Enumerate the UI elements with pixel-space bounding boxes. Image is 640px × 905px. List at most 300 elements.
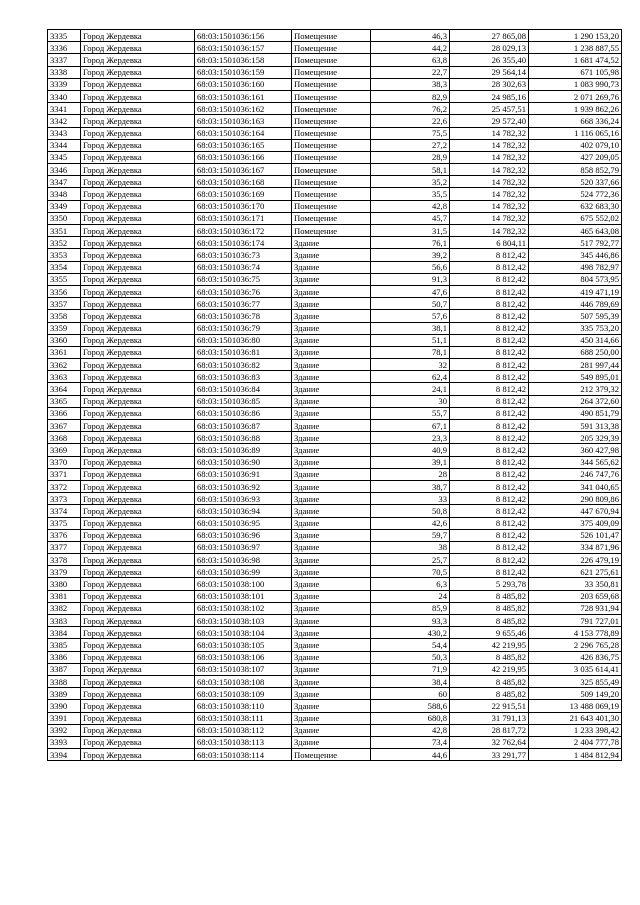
unit-value-cell: 14 782,32 — [450, 188, 529, 200]
object-type-cell: Помещение — [292, 164, 371, 176]
row-number-cell: 3355 — [48, 273, 81, 285]
unit-value-cell: 5 293,78 — [450, 578, 529, 590]
table-row — [48, 334, 622, 346]
row-number-cell: 3392 — [48, 724, 81, 736]
area-cell: 38,1 — [371, 322, 450, 334]
table-row — [48, 651, 622, 663]
cadastral-number-cell: 68:03:1501038:101 — [195, 590, 292, 602]
locality-cell: Город Жердевка — [81, 249, 195, 261]
row-number-cell: 3376 — [48, 529, 81, 541]
unit-value-cell: 8 812,42 — [450, 529, 529, 541]
row-number-cell: 3382 — [48, 602, 81, 614]
area-cell: 50,3 — [371, 651, 450, 663]
cadastral-value-cell: 335 753,20 — [529, 322, 622, 334]
unit-value-cell: 8 485,82 — [450, 590, 529, 602]
locality-cell: Город Жердевка — [81, 517, 195, 529]
cadastral-value-cell: 858 852,79 — [529, 164, 622, 176]
locality-cell: Город Жердевка — [81, 237, 195, 249]
table-row — [48, 554, 622, 566]
row-number-cell: 3375 — [48, 517, 81, 529]
cadastral-number-cell: 68:03:1501036:172 — [195, 225, 292, 237]
unit-value-cell: 8 812,42 — [450, 310, 529, 322]
cadastral-number-cell: 68:03:1501036:98 — [195, 554, 292, 566]
object-type-cell: Помещение — [292, 188, 371, 200]
locality-cell: Город Жердевка — [81, 139, 195, 151]
unit-value-cell: 32 762,64 — [450, 736, 529, 748]
area-cell: 71,9 — [371, 663, 450, 675]
locality-cell: Город Жердевка — [81, 30, 195, 42]
row-number-cell: 3365 — [48, 395, 81, 407]
row-number-cell: 3368 — [48, 432, 81, 444]
row-number-cell: 3381 — [48, 590, 81, 602]
unit-value-cell: 8 812,42 — [450, 359, 529, 371]
table-row — [48, 712, 622, 724]
row-number-cell: 3357 — [48, 298, 81, 310]
unit-value-cell: 8 812,42 — [450, 395, 529, 407]
area-cell: 28 — [371, 468, 450, 480]
locality-cell: Город Жердевка — [81, 566, 195, 578]
area-cell: 85,9 — [371, 602, 450, 614]
object-type-cell: Здание — [292, 480, 371, 492]
cadastral-value-cell: 13 488 069,19 — [529, 700, 622, 712]
area-cell: 42,6 — [371, 517, 450, 529]
area-cell: 27,2 — [371, 139, 450, 151]
table-row — [48, 602, 622, 614]
cadastral-number-cell: 68:03:1501038:100 — [195, 578, 292, 590]
locality-cell: Город Жердевка — [81, 639, 195, 651]
unit-value-cell: 9 655,46 — [450, 627, 529, 639]
locality-cell: Город Жердевка — [81, 529, 195, 541]
object-type-cell: Помещение — [292, 115, 371, 127]
cadastral-number-cell: 68:03:1501036:93 — [195, 493, 292, 505]
locality-cell: Город Жердевка — [81, 90, 195, 102]
area-cell: 22,7 — [371, 66, 450, 78]
row-number-cell: 3345 — [48, 151, 81, 163]
unit-value-cell: 8 812,42 — [450, 468, 529, 480]
object-type-cell: Здание — [292, 249, 371, 261]
locality-cell: Город Жердевка — [81, 359, 195, 371]
cadastral-value-cell: 1 083 990,73 — [529, 78, 622, 90]
row-number-cell: 3347 — [48, 176, 81, 188]
object-type-cell: Здание — [292, 505, 371, 517]
cadastral-number-cell: 68:03:1501036:168 — [195, 176, 292, 188]
table-row — [48, 164, 622, 176]
row-number-cell: 3377 — [48, 541, 81, 553]
unit-value-cell: 8 812,42 — [450, 505, 529, 517]
locality-cell: Город Жердевка — [81, 78, 195, 90]
unit-value-cell: 42 219,95 — [450, 663, 529, 675]
cadastral-value-table — [47, 29, 622, 761]
row-number-cell: 3363 — [48, 371, 81, 383]
table-row — [48, 663, 622, 675]
locality-cell: Город Жердевка — [81, 407, 195, 419]
locality-cell: Город Жердевка — [81, 615, 195, 627]
locality-cell: Город Жердевка — [81, 383, 195, 395]
locality-cell: Город Жердевка — [81, 712, 195, 724]
row-number-cell: 3337 — [48, 54, 81, 66]
object-type-cell: Помещение — [292, 66, 371, 78]
area-cell: 46,3 — [371, 30, 450, 42]
locality-cell: Город Жердевка — [81, 444, 195, 456]
area-cell: 35,5 — [371, 188, 450, 200]
area-cell: 56,6 — [371, 261, 450, 273]
unit-value-cell: 8 812,42 — [450, 261, 529, 273]
area-cell: 28,9 — [371, 151, 450, 163]
area-cell: 38,4 — [371, 675, 450, 687]
object-type-cell: Здание — [292, 322, 371, 334]
cadastral-value-cell: 2 071 269,76 — [529, 90, 622, 102]
row-number-cell: 3391 — [48, 712, 81, 724]
cadastral-value-cell: 2 404 777,78 — [529, 736, 622, 748]
area-cell: 24 — [371, 590, 450, 602]
table-row — [48, 749, 622, 761]
cadastral-value-cell: 426 836,75 — [529, 651, 622, 663]
table-row — [48, 468, 622, 480]
cadastral-value-cell: 591 313,38 — [529, 420, 622, 432]
row-number-cell: 3360 — [48, 334, 81, 346]
cadastral-number-cell: 68:03:1501036:87 — [195, 420, 292, 432]
cadastral-number-cell: 68:03:1501036:84 — [195, 383, 292, 395]
unit-value-cell: 8 812,42 — [450, 566, 529, 578]
table-row — [48, 371, 622, 383]
cadastral-number-cell: 68:03:1501036:80 — [195, 334, 292, 346]
object-type-cell: Здание — [292, 383, 371, 395]
cadastral-value-cell: 675 552,02 — [529, 212, 622, 224]
unit-value-cell: 14 782,32 — [450, 212, 529, 224]
object-type-cell: Помещение — [292, 139, 371, 151]
table-row — [48, 736, 622, 748]
locality-cell: Город Жердевка — [81, 188, 195, 200]
cadastral-number-cell: 68:03:1501038:110 — [195, 700, 292, 712]
unit-value-cell: 8 812,42 — [450, 383, 529, 395]
locality-cell: Город Жердевка — [81, 334, 195, 346]
row-number-cell: 3364 — [48, 383, 81, 395]
area-cell: 70,5 — [371, 566, 450, 578]
table-row — [48, 456, 622, 468]
row-number-cell: 3379 — [48, 566, 81, 578]
object-type-cell: Помещение — [292, 176, 371, 188]
table-row — [48, 493, 622, 505]
table-row — [48, 225, 622, 237]
object-type-cell: Здание — [292, 639, 371, 651]
cadastral-value-cell: 1 484 812,94 — [529, 749, 622, 761]
area-cell: 82,9 — [371, 90, 450, 102]
table-row — [48, 578, 622, 590]
unit-value-cell: 8 485,82 — [450, 675, 529, 687]
unit-value-cell: 8 812,42 — [450, 346, 529, 358]
cadastral-value-cell: 21 643 401,30 — [529, 712, 622, 724]
locality-cell: Город Жердевка — [81, 724, 195, 736]
table-body — [48, 30, 622, 761]
cadastral-value-cell: 281 997,44 — [529, 359, 622, 371]
row-number-cell: 3352 — [48, 237, 81, 249]
cadastral-value-cell: 246 747,76 — [529, 468, 622, 480]
cadastral-value-cell: 1 939 862,26 — [529, 103, 622, 115]
locality-cell: Город Жердевка — [81, 700, 195, 712]
locality-cell: Город Жердевка — [81, 505, 195, 517]
locality-cell: Город Жердевка — [81, 554, 195, 566]
cadastral-value-cell: 334 871,96 — [529, 541, 622, 553]
table-row — [48, 724, 622, 736]
locality-cell: Город Жердевка — [81, 675, 195, 687]
unit-value-cell: 8 812,42 — [450, 371, 529, 383]
row-number-cell: 3358 — [48, 310, 81, 322]
row-number-cell: 3340 — [48, 90, 81, 102]
object-type-cell: Помещение — [292, 212, 371, 224]
object-type-cell: Здание — [292, 298, 371, 310]
locality-cell: Город Жердевка — [81, 627, 195, 639]
cadastral-number-cell: 68:03:1501038:102 — [195, 602, 292, 614]
object-type-cell: Здание — [292, 261, 371, 273]
table-row — [48, 261, 622, 273]
object-type-cell: Здание — [292, 712, 371, 724]
object-type-cell: Здание — [292, 736, 371, 748]
area-cell: 45,7 — [371, 212, 450, 224]
cadastral-number-cell: 68:03:1501036:79 — [195, 322, 292, 334]
cadastral-number-cell: 68:03:1501036:160 — [195, 78, 292, 90]
area-cell: 76,2 — [371, 103, 450, 115]
object-type-cell: Здание — [292, 456, 371, 468]
cadastral-value-cell: 341 040,65 — [529, 480, 622, 492]
table-row — [48, 176, 622, 188]
cadastral-number-cell: 68:03:1501038:113 — [195, 736, 292, 748]
area-cell: 91,3 — [371, 273, 450, 285]
cadastral-number-cell: 68:03:1501036:83 — [195, 371, 292, 383]
cadastral-value-cell: 791 727,01 — [529, 615, 622, 627]
table-row — [48, 322, 622, 334]
locality-cell: Город Жердевка — [81, 736, 195, 748]
unit-value-cell: 8 485,82 — [450, 602, 529, 614]
table-row — [48, 249, 622, 261]
table-row — [48, 688, 622, 700]
locality-cell: Город Жердевка — [81, 688, 195, 700]
table-row — [48, 285, 622, 297]
object-type-cell: Здание — [292, 420, 371, 432]
cadastral-value-cell: 671 105,98 — [529, 66, 622, 78]
unit-value-cell: 27 865,08 — [450, 30, 529, 42]
cadastral-value-cell: 688 250,00 — [529, 346, 622, 358]
row-number-cell: 3386 — [48, 651, 81, 663]
cadastral-value-cell: 344 565,62 — [529, 456, 622, 468]
table-row — [48, 615, 622, 627]
table-row — [48, 54, 622, 66]
area-cell: 23,3 — [371, 432, 450, 444]
area-cell: 59,7 — [371, 529, 450, 541]
cadastral-value-cell: 419 471,19 — [529, 285, 622, 297]
locality-cell: Город Жердевка — [81, 371, 195, 383]
table-row — [48, 115, 622, 127]
table-row — [48, 310, 622, 322]
table-row — [48, 505, 622, 517]
unit-value-cell: 8 812,42 — [450, 285, 529, 297]
cadastral-number-cell: 68:03:1501036:92 — [195, 480, 292, 492]
unit-value-cell: 29 564,14 — [450, 66, 529, 78]
row-number-cell: 3339 — [48, 78, 81, 90]
row-number-cell: 3367 — [48, 420, 81, 432]
table-row — [48, 139, 622, 151]
row-number-cell: 3353 — [48, 249, 81, 261]
cadastral-value-cell: 325 855,49 — [529, 675, 622, 687]
area-cell: 51,1 — [371, 334, 450, 346]
unit-value-cell: 8 812,42 — [450, 407, 529, 419]
table-row — [48, 78, 622, 90]
cadastral-number-cell: 68:03:1501036:164 — [195, 127, 292, 139]
object-type-cell: Здание — [292, 700, 371, 712]
table-row — [48, 627, 622, 639]
cadastral-value-cell: 427 209,05 — [529, 151, 622, 163]
table-row — [48, 273, 622, 285]
cadastral-number-cell: 68:03:1501036:76 — [195, 285, 292, 297]
unit-value-cell: 8 812,42 — [450, 273, 529, 285]
cadastral-value-cell: 524 772,36 — [529, 188, 622, 200]
object-type-cell: Помещение — [292, 200, 371, 212]
object-type-cell: Здание — [292, 554, 371, 566]
table-row — [48, 383, 622, 395]
unit-value-cell: 24 985,16 — [450, 90, 529, 102]
locality-cell: Город Жердевка — [81, 395, 195, 407]
unit-value-cell: 8 812,42 — [450, 420, 529, 432]
unit-value-cell: 8 812,42 — [450, 493, 529, 505]
cadastral-value-cell: 517 792,77 — [529, 237, 622, 249]
object-type-cell: Помещение — [292, 90, 371, 102]
locality-cell: Город Жердевка — [81, 261, 195, 273]
unit-value-cell: 8 485,82 — [450, 651, 529, 663]
row-number-cell: 3366 — [48, 407, 81, 419]
area-cell: 30 — [371, 395, 450, 407]
row-number-cell: 3346 — [48, 164, 81, 176]
locality-cell: Город Жердевка — [81, 456, 195, 468]
object-type-cell: Здание — [292, 602, 371, 614]
area-cell: 35,2 — [371, 176, 450, 188]
row-number-cell: 3336 — [48, 42, 81, 54]
locality-cell: Город Жердевка — [81, 115, 195, 127]
object-type-cell: Помещение — [292, 103, 371, 115]
area-cell: 62,4 — [371, 371, 450, 383]
cadastral-number-cell: 68:03:1501036:170 — [195, 200, 292, 212]
cadastral-value-cell: 33 350,81 — [529, 578, 622, 590]
table-row — [48, 346, 622, 358]
table-row — [48, 444, 622, 456]
cadastral-value-cell: 212 379,32 — [529, 383, 622, 395]
unit-value-cell: 8 812,42 — [450, 334, 529, 346]
area-cell: 430,2 — [371, 627, 450, 639]
object-type-cell: Помещение — [292, 54, 371, 66]
cadastral-number-cell: 68:03:1501036:86 — [195, 407, 292, 419]
area-cell: 78,1 — [371, 346, 450, 358]
object-type-cell: Здание — [292, 688, 371, 700]
row-number-cell: 3387 — [48, 663, 81, 675]
cadastral-number-cell: 68:03:1501036:161 — [195, 90, 292, 102]
row-number-cell: 3373 — [48, 493, 81, 505]
table-row — [48, 566, 622, 578]
table-row — [48, 432, 622, 444]
row-number-cell: 3349 — [48, 200, 81, 212]
object-type-cell: Здание — [292, 285, 371, 297]
cadastral-number-cell: 68:03:1501038:111 — [195, 712, 292, 724]
unit-value-cell: 8 812,42 — [450, 456, 529, 468]
object-type-cell: Помещение — [292, 225, 371, 237]
unit-value-cell: 8 812,42 — [450, 480, 529, 492]
row-number-cell: 3372 — [48, 480, 81, 492]
cadastral-value-cell: 509 149,20 — [529, 688, 622, 700]
area-cell: 40,9 — [371, 444, 450, 456]
cadastral-number-cell: 68:03:1501036:77 — [195, 298, 292, 310]
cadastral-number-cell: 68:03:1501036:89 — [195, 444, 292, 456]
area-cell: 60 — [371, 688, 450, 700]
object-type-cell: Здание — [292, 310, 371, 322]
row-number-cell: 3342 — [48, 115, 81, 127]
cadastral-number-cell: 68:03:1501038:114 — [195, 749, 292, 761]
unit-value-cell: 22 915,51 — [450, 700, 529, 712]
table-row — [48, 188, 622, 200]
cadastral-number-cell: 68:03:1501038:112 — [195, 724, 292, 736]
cadastral-value-cell: 2 296 765,28 — [529, 639, 622, 651]
area-cell: 93,3 — [371, 615, 450, 627]
object-type-cell: Здание — [292, 590, 371, 602]
cadastral-number-cell: 68:03:1501036:75 — [195, 273, 292, 285]
cadastral-number-cell: 68:03:1501036:159 — [195, 66, 292, 78]
cadastral-number-cell: 68:03:1501036:81 — [195, 346, 292, 358]
row-number-cell: 3371 — [48, 468, 81, 480]
locality-cell: Город Жердевка — [81, 225, 195, 237]
table-row — [48, 420, 622, 432]
row-number-cell: 3341 — [48, 103, 81, 115]
locality-cell: Город Жердевка — [81, 480, 195, 492]
cadastral-value-cell: 465 643,08 — [529, 225, 622, 237]
cadastral-number-cell: 68:03:1501036:94 — [195, 505, 292, 517]
unit-value-cell: 28 817,72 — [450, 724, 529, 736]
row-number-cell: 3356 — [48, 285, 81, 297]
unit-value-cell: 8 812,42 — [450, 298, 529, 310]
row-number-cell: 3389 — [48, 688, 81, 700]
cadastral-number-cell: 68:03:1501038:108 — [195, 675, 292, 687]
table-row — [48, 30, 622, 42]
object-type-cell: Здание — [292, 529, 371, 541]
object-type-cell: Здание — [292, 627, 371, 639]
unit-value-cell: 8 812,42 — [450, 554, 529, 566]
table-row — [48, 590, 622, 602]
object-type-cell: Помещение — [292, 78, 371, 90]
row-number-cell: 3350 — [48, 212, 81, 224]
area-cell: 31,5 — [371, 225, 450, 237]
table-row — [48, 90, 622, 102]
cadastral-value-cell: 526 101,47 — [529, 529, 622, 541]
cadastral-number-cell: 68:03:1501036:158 — [195, 54, 292, 66]
cadastral-value-cell: 3 035 614,41 — [529, 663, 622, 675]
cadastral-number-cell: 68:03:1501036:165 — [195, 139, 292, 151]
cadastral-number-cell: 68:03:1501036:169 — [195, 188, 292, 200]
row-number-cell: 3354 — [48, 261, 81, 273]
row-number-cell: 3361 — [48, 346, 81, 358]
table-row — [48, 298, 622, 310]
unit-value-cell: 29 572,40 — [450, 115, 529, 127]
locality-cell: Город Жердевка — [81, 420, 195, 432]
cadastral-value-cell: 4 153 778,89 — [529, 627, 622, 639]
cadastral-number-cell: 68:03:1501036:174 — [195, 237, 292, 249]
area-cell: 25,7 — [371, 554, 450, 566]
row-number-cell: 3394 — [48, 749, 81, 761]
table-row — [48, 395, 622, 407]
area-cell: 24,1 — [371, 383, 450, 395]
locality-cell: Город Жердевка — [81, 651, 195, 663]
row-number-cell: 3384 — [48, 627, 81, 639]
locality-cell: Город Жердевка — [81, 322, 195, 334]
cadastral-value-cell: 446 789,69 — [529, 298, 622, 310]
object-type-cell: Здание — [292, 395, 371, 407]
cadastral-number-cell: 68:03:1501036:166 — [195, 151, 292, 163]
cadastral-value-cell: 490 851,79 — [529, 407, 622, 419]
cadastral-number-cell: 68:03:1501036:96 — [195, 529, 292, 541]
